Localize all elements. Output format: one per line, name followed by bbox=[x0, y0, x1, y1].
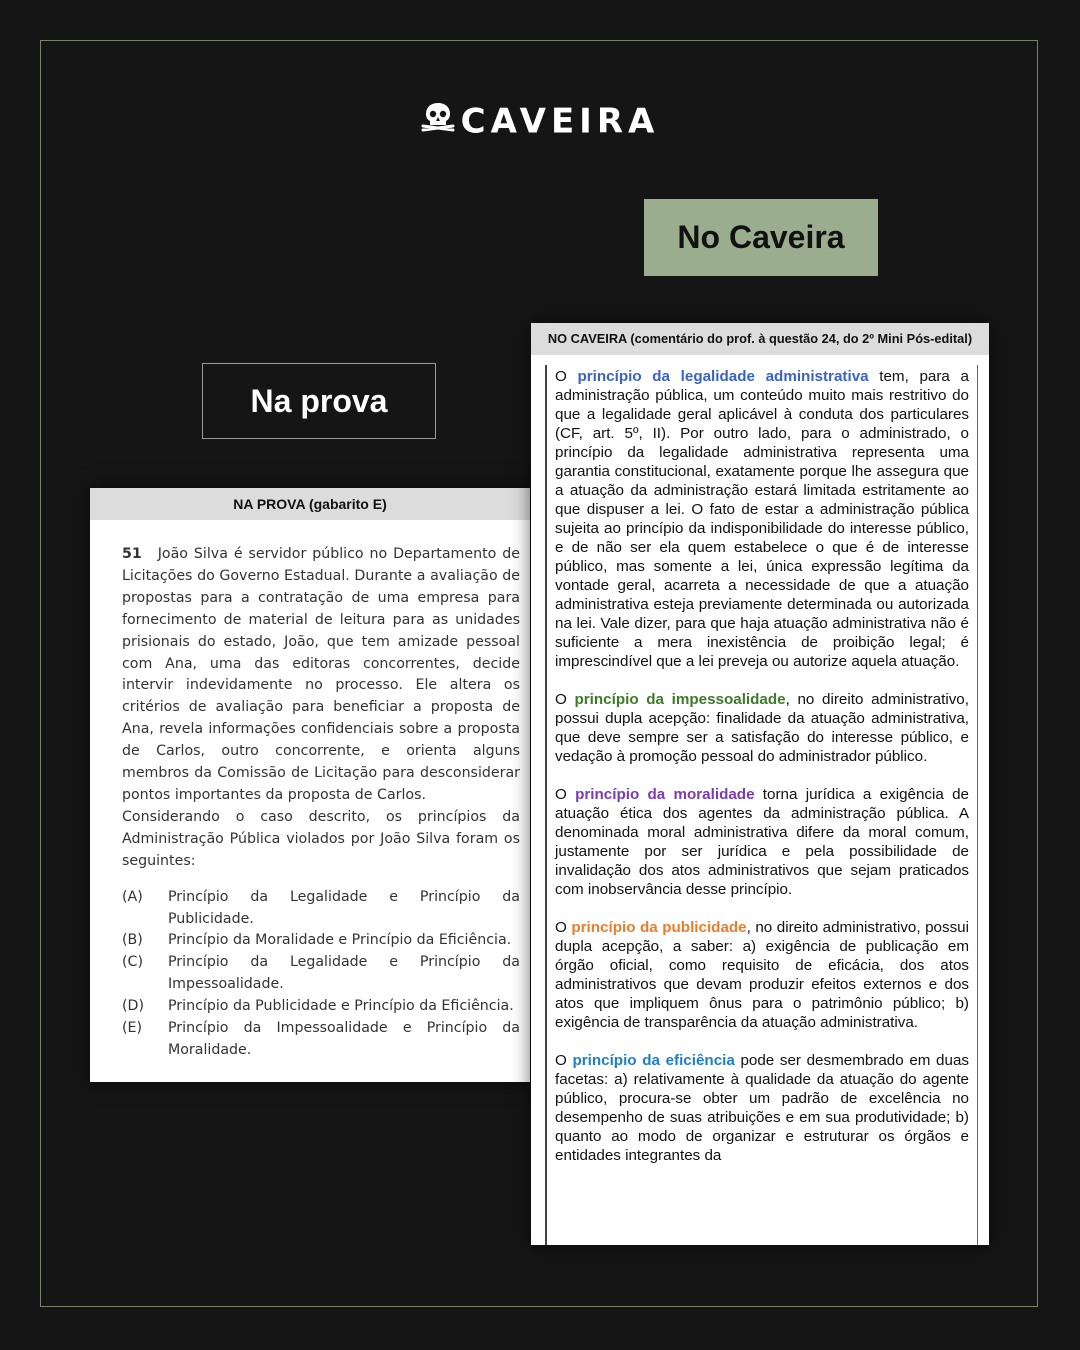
answer-options bbox=[122, 887, 520, 1062]
option-text: Princípio da Legalidade e Princípio da Publicidade. bbox=[168, 888, 520, 927]
option-letter: (A) bbox=[122, 888, 143, 905]
right-rule bbox=[977, 365, 978, 1245]
option-letter: (D) bbox=[122, 998, 144, 1015]
logo-text: CAVEIRA bbox=[460, 101, 660, 142]
comment-card-header: NO CAVEIRA (comentário do prof. à questão 24, do 2º Mini Pós-edital) bbox=[531, 323, 989, 355]
left-rule bbox=[545, 365, 547, 1245]
paragraph-eficiencia: O princípio da eficiência pode ser desmembrado em duas facetas: a) relativamente à qualidade da atuação do agente público, procura-se obter um padrão de excelência no desempenho de suas atribuições e em sua produtividade; b) quanto ao modo de organizar e estruturar os órgãos e entidades integrantes da bbox=[555, 1052, 969, 1164]
comment-body bbox=[555, 367, 969, 1184]
question-statement bbox=[122, 544, 520, 807]
paragraph-legalidade: O princípio da legalidade administrativa tem, para a administração pública, um conteúdo muito mais restritivo do que a legalidade geral aplicável à conduta dos particulares (CF, art. 5º, II). Por outro lado, para o administrado, o princípio da legalidade administrativa representa uma garantia constitucional, exatamente porque lhe assegura que a atuação da administração estará limitada estritamente ao que dispuser a lei. O fato de estar a administração pública sujeita ao princípio da indisponibilidade do interesse público, e de não ser ela quem estabelece o que é de interesse público, mas somente a lei, única expressão legítima da vontade geral, acarreta a necessidade de que a atuação administrativa esteja previamente determinada ou autorizada na lei. Vale dizer, para que haja atuação administrativa não é suficiente a mera inexistência de proibição legal; é imprescindível que a lei preveja ou autorize aquela atuação. bbox=[555, 368, 969, 670]
term-impessoalidade: princípio da impessoalidade bbox=[574, 691, 786, 708]
term-legalidade: princípio da legalidade administrativa bbox=[577, 368, 869, 385]
option-text: Princípio da Moralidade e Princípio da Eficiência. bbox=[168, 932, 512, 949]
exam-question-card bbox=[90, 488, 530, 1082]
question-prompt: Considerando o caso descrito, os princípios da Administração Pública violados por João Silva foram os seguintes: bbox=[122, 808, 520, 869]
caveira-comment-card bbox=[531, 323, 989, 1245]
option-text: Princípio da Impessoalidade e Princípio da Moralidade. bbox=[168, 1020, 520, 1058]
paragraph-publicidade: O princípio da publicidade, no direito administrativo, possui dupla acepção, a saber: a) exigência de publicação em órgão oficial, como requisito de eficácia, dos atos administrativos que devam produzir efeitos externos e dos atos que impliquem ônus para o patrimônio público; b) exigência de transparência da atuação administrativa. bbox=[555, 919, 969, 1031]
option-letter: (E) bbox=[122, 1020, 143, 1037]
exam-question-body bbox=[122, 544, 520, 1062]
option-letter: (C) bbox=[122, 954, 143, 971]
option-text: Princípio da Publicidade e Princípio da Eficiência. bbox=[168, 998, 514, 1015]
badge-no-caveira: No Caveira bbox=[644, 199, 878, 276]
option-letter: (B) bbox=[122, 932, 143, 949]
term-publicidade: princípio da publicidade bbox=[571, 919, 747, 936]
paragraph-moralidade: O princípio da moralidade torna jurídica a exigência de atuação ética dos agentes da administração pública. A denominada moral administrativa difere da moral comum, justamente por ser jurídica e pela possibilidade de invalidação dos atos administrativos que sejam praticados com inobservância desse princípio. bbox=[555, 786, 969, 898]
option-d bbox=[122, 996, 520, 1018]
badge-na-prova: Na prova bbox=[202, 363, 436, 439]
term-moralidade: princípio da moralidade bbox=[575, 786, 755, 803]
statement-text: João Silva é servidor público no Departamento de Licitações do Governo Estadual. Durante a avaliação de propostas para a contratação de uma empresa para fornecimento de material de leitura para as unidades prisionais do estado, João, que tem amizade pessoal com Ana, uma das editoras concorrentes, decide intervir indevidamente no processo. Ele altera os critérios de avaliação para beneficiar a proposta de Ana, revela informações confidenciais sobre a proposta de Carlos, outro concorrente, e orienta alguns membros da Comissão de Licitação para desconsiderar pontos importantes da proposta de Carlos. bbox=[122, 546, 520, 803]
option-text: Princípio da Legalidade e Princípio da Impessoalidade. bbox=[168, 954, 520, 993]
exam-card-header: NA PROVA (gabarito E) bbox=[90, 488, 530, 520]
question-number: 51 bbox=[122, 546, 142, 562]
brand-logo bbox=[0, 100, 1080, 143]
paragraph-impessoalidade: O princípio da impessoalidade, no direito administrativo, possui dupla acepção: finalidade da atuação administrativa, que deve sempre ser a satisfação do interesse público, e vedação à promoção pessoal do administrador público. bbox=[555, 691, 969, 765]
option-e bbox=[122, 1018, 520, 1062]
option-a bbox=[122, 887, 520, 931]
term-eficiencia: princípio da eficiência bbox=[572, 1052, 735, 1069]
skull-icon bbox=[421, 100, 455, 143]
option-c bbox=[122, 952, 520, 996]
option-b bbox=[122, 930, 520, 952]
